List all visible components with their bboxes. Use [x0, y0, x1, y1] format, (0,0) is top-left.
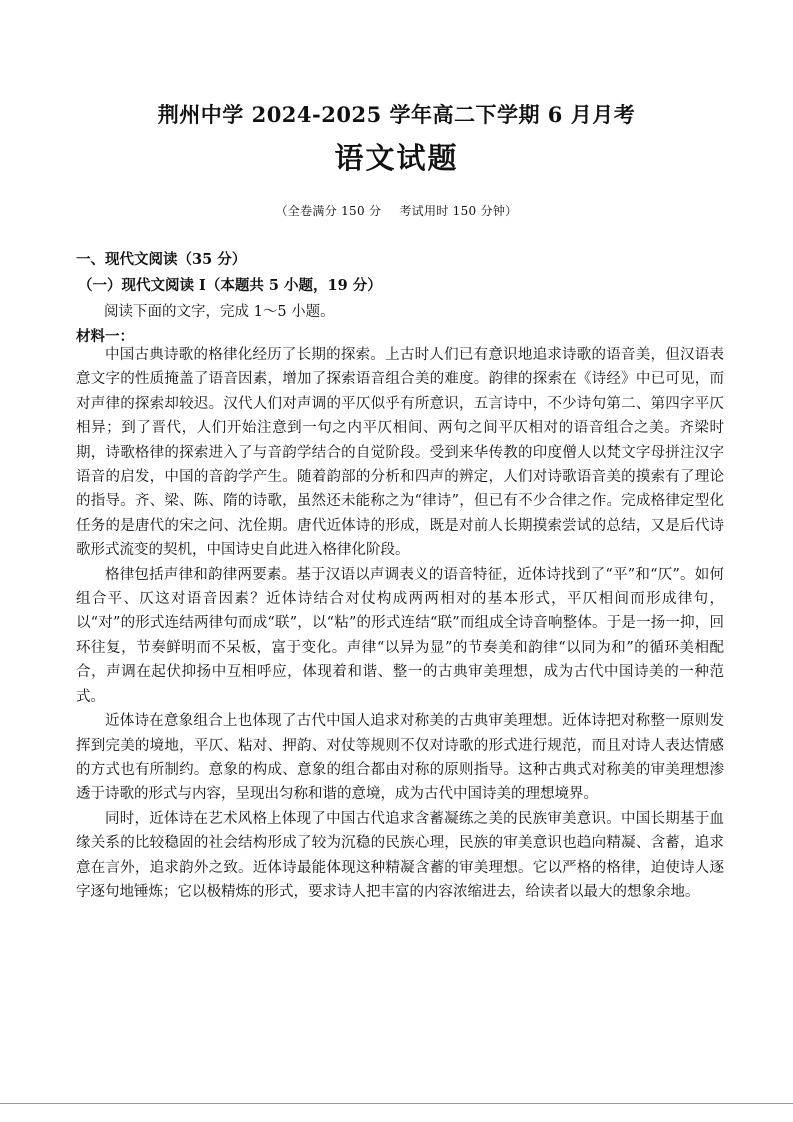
- reading-instruction: 阅读下面的文字，完成 1～5 小题。: [104, 304, 335, 320]
- material-label: 材料一：: [76, 328, 134, 345]
- material-body: [76, 343, 724, 904]
- exam-info: [0, 202, 793, 219]
- section-heading: 一、现代文阅读（35 分）: [76, 251, 247, 268]
- exam-title: 荆州中学 2024-2025 学年高二下学期 6 月月考: [157, 102, 636, 127]
- subject-title: 语文试题: [334, 141, 459, 175]
- full-score-note: （全卷满分 150 分: [275, 204, 382, 218]
- paragraph: 近体诗在意象组合上也体现了古代中国人追求对称美的古典审美理想。近体诗把对称整一原则发挥到完美的境地，平仄、粘对、押韵、对仗等规则不仅对诗歌的形式进行规范，而且对诗人表达情感的方式也有所制约。意象的构成、意象的组合都由对称的原则指导。这种古典式对称美的审美理想渗透于诗歌的形式与内容，呈现出匀称和谐的意境，成为古代中国诗美的理想境界。: [76, 713, 724, 803]
- duration-note: 考试用时 150 分钟）: [399, 204, 518, 218]
- page-bottom-rule: [0, 1103, 793, 1104]
- paragraph: 中国古典诗歌的格律化经历了长期的探索。上古时人们已有意识地追求诗歌的语音美，但汉语表意文字的性质掩盖了语音因素，增加了探索语音组合美的难度。韵律的探索在《诗经》中已可见，而对声律的探索却较迟。汉代人们对声调的平仄似乎有所意识，五言诗中，不少诗句第二、第四字平仄相异；到了晋代，人们开始注意到一句之内平仄相间、两句之间平仄相对的语音组合之美。齐梁时期，诗歌格律的探索进入了与音韵学结合的自觉阶段。受到来华传教的印度僧人以梵文字母拼注汉字语音的启发，中国的音韵学产生。随着韵部的分析和四声的辨定，人们对诗歌语音美的摸索有了理论的指导。齐、梁、陈、隋的诗歌，虽然还未能称之为“律诗”，但已有不少合律之作。完成格律定型化任务的是唐代的宋之问、沈佺期。唐代近体诗的形成，既是对前人长期摸索尝试的总结，又是后代诗歌形式流变的契机，中国诗史自此进入格律化阶段。: [76, 347, 724, 559]
- paragraph: 同时，近体诗在艺术风格上体现了中国古代追求含蓄凝练之美的民族审美意识。中国长期基于血缘关系的比较稳固的社会结构形成了较为沉稳的民族心理，民族的审美意识也趋向精凝、含蓄，追求意在言外，追求韵外之致。近体诗最能体现这种精凝含蓄的审美理想。它以严格的格律，迫使诗人逐字逐句地锤炼；它以极精炼的形式，要求诗人把丰富的内容浓缩进去，给读者以最大的想象余地。: [76, 810, 724, 900]
- subsection-heading: （一）现代文阅读 I（本题共 5 小题，19 分）: [78, 277, 382, 294]
- paragraph: 格律包括声律和韵律两要素。基于汉语以声调表义的语音特征，近体诗找到了“平”和“仄”。如何组合平、仄这对语音因素？近体诗结合对仗构成两两相对的基本形式，平仄相间而形成律句，以“对”的形式连结两律句而成“联”，以“粘”的形式连结“联”而组成全诗音响整体。于是一扬一抑，回环往复，节奏鲜明而不呆板，富于变化。声律“以异为显”的节奏美和韵律“以同为和”的循环美相配合，声调在起伏抑扬中互相呼应，体现着和谐、整一的古典审美理想，成为古代中国诗美的一种范式。: [76, 566, 724, 705]
